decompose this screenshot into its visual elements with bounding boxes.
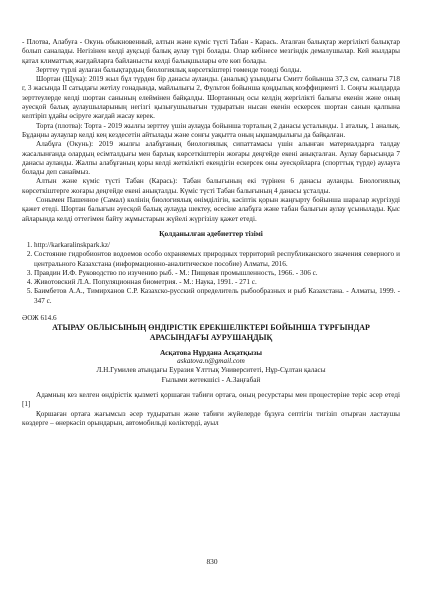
- body-paragraph: Алабұға (Окунь): 2019 жылғы алабұғаның биологиялық сипаттамасы үшін алынған материалдарға талдау жасалынғанда олардың есімталдығы мен барлық көрсеткіштерін жоғары деңгейде екені анықталған. Аулау барысында 7 данасы ауланды. Жалпы алабұғаның қоры келді жеткілікті екендігін ескерсек оны әуесқойларға (спорттық түрде) аулауға болады деп санаймыз.: [22, 140, 400, 177]
- body-paragraph: Сонымен Пашенное (Самал) көлінің биологиялық өнімділігін, кәсіптік қорын жаңғырту бойынша шаралар жүргізуді қажет етеді. Шортан балығын әуесқой балық аулауда шектеу, өсесіне алабұға және табан балығын аулау ұсынылады. Қыс айларында келді оттегімен байту жұмыстарын жүйелі жүргізілу қажет етеді.: [22, 196, 400, 223]
- body-paragraph: Зерттеу түрлі аулаған балықтардың биологиялық көрсеткіштері төменде төзеді болды.: [36, 65, 302, 74]
- reference-item: 1. http://karkaralinskpark.kz/: [34, 241, 400, 250]
- affiliation: Л.Н.Гумилев атындағы Еуразия Ұлттық Университеті, Нұр-Сұлтан қаласы: [96, 366, 326, 375]
- article-title: АТЫРАУ ОБЛЫСЫНЫҢ ӨНДІРІСТІК ЕРЕКШЕЛІКТЕРІ БОЙЫНША ТҰРҒЫНДАР АРАСЫНДАҒЫ АУРУШАҢДЫҚ: [52, 323, 370, 343]
- author-name: Асқатова Нұрдана Асқатқызы: [159, 348, 263, 358]
- reference-item: 3. Правдин И.Ф. Руководство по изучению рыб. - М.: Пищевая промышленность, 1966. - 306 с.: [34, 269, 400, 278]
- page-number: 830: [206, 557, 218, 566]
- body-paragraph: Адамның кез келген өндірістік қызметі қоршаған табиғи ортаға, оның ресурстары мен процестеріне теріс әсер етеді [1]: [22, 390, 400, 409]
- body-paragraph: Қоршаған ортаға жағымсыз әсер тудыратын және табиғи жүйелерде бұзуға септігін тигізіп отырған ластаушы көздерге – өнеркәсіп орындарын, автомобильді көліктерді, ауыл: [22, 409, 400, 427]
- references-heading: Қолданылған әдебиеттер тізімі: [159, 228, 263, 238]
- advisor: Ғылыми жетекшісі - А.Заңғабай: [161, 375, 261, 384]
- reference-item: 5. Баимбетов А.А., Тимирханов С.Р. Казахско-русский определитель рыбообразных и рыб Казахстана. - Алматы, 1999. - 347 с.: [34, 287, 400, 306]
- body-paragraph: - Плотва, Алабуға - Окунь обыкновенный, алтын және күміс түсті Табан - Карась. Аталған балықтар жергілікті балықтар болып саналады. Негізінен келді ауқсыді балық аулау түрі болады. Олар кебінесе мезгіндік демалушылар. Кей жылдары қатал климаттық жағдайларға байланысты келді балықшылары өте көп болады.: [22, 38, 400, 65]
- body-paragraph: Алтын және күміс түсті Табан (Карась): Табан балығының екі түрінен 6 данасы ауланды. Биологиялық көрсеткіштерге жоғары деңгейде екені анықталды. Күміс түсті Табан балығының 4 данасы ұсталды.: [22, 177, 400, 195]
- author-email: askatova.n@gmail.com: [177, 357, 245, 366]
- udc-code: ӘОЖ 614.6: [22, 314, 57, 323]
- reference-item: 4. Животовский Л.А. Популяционная биометрия. - М.: Наука, 1991. - 271 с.: [34, 278, 400, 287]
- body-paragraph: Торта (плотва): Торта - 2019 жылғы зерттеу үшін аулауда бойынша торталың 2 данасы ұсталынды. 1 аталық, 1 аналық. Бұдаңны аулаулар келді кең кездесетін айтылады және сонғы уақытта оның ықшамдылығы да байқалған.: [22, 121, 400, 139]
- body-paragraph: Шортан (Щука): 2019 жыл бұл түрден бір данасы ауланды. (аналық) ұзындығы Смитт бойынша 37,3 см, салмағы 718 г, 3 жасында II сатыдағы жетілу гонадында, майлылығы 2, Фультон бойынша қоңдылық коэффициенті 1. Соңғы жылдарда зерттеулерде келді шортан санының елеймінен байқалды. Шортанның осы келдің жергілікті балығы екенін және оның әуесқой балық аулаушыларының негізгі қызығушылығын тудыратын нысан екенін ескерсек шортан санын қалпына келтіріп ұдайы өсіруге жағдай жасау керек.: [22, 75, 400, 121]
- page-content: [22, 38, 400, 428]
- reference-item: 2. Состояние гидробионтов водоемов особо охраняемых природных территорий республиканского значения северного и центрального Казахстана (информационно-аналитическое пособие) Алматы, 2016.: [34, 250, 400, 269]
- references-list: [22, 241, 400, 306]
